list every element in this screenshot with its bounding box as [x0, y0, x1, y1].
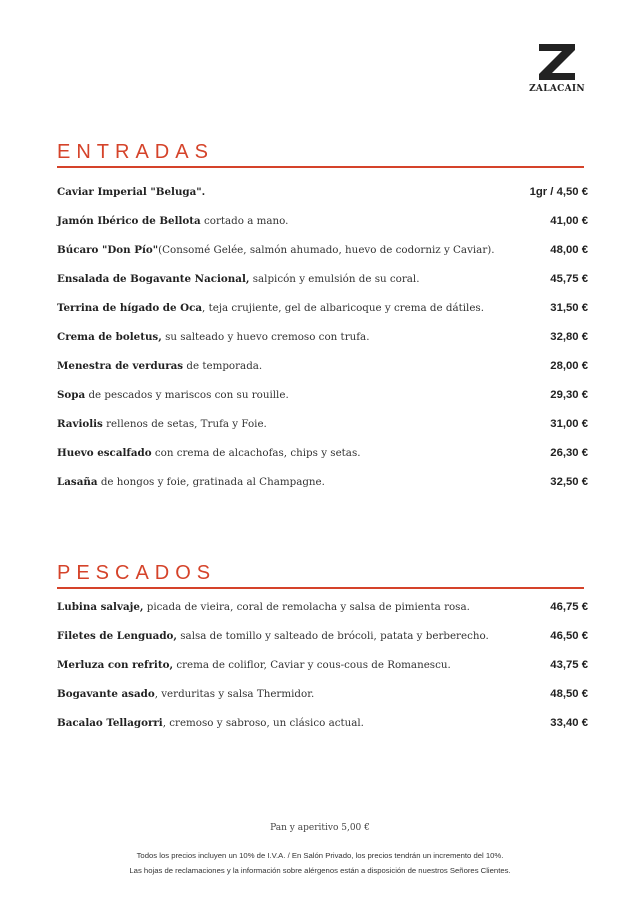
menu-item [57, 331, 588, 360]
menu-item-price: 43,75 € [550, 659, 588, 671]
menu-item [57, 659, 588, 688]
menu-item-detail: picada de vieira, coral de remolacha y salsa de pimienta rosa. [143, 601, 470, 613]
menu-item-price: 1gr / 4,50 € [529, 186, 588, 198]
menu-item [57, 717, 588, 746]
menu-item-name: Caviar Imperial "Beluga". [57, 186, 206, 198]
menu-item-name: Raviolis [57, 418, 103, 430]
menu-item-price: 32,80 € [550, 331, 588, 343]
menu-item-description [57, 273, 420, 285]
menu-item-name: Lasaña [57, 476, 98, 488]
menu-item-price: 28,00 € [550, 360, 588, 372]
menu-item-description [57, 331, 369, 343]
menu-item-price: 33,40 € [550, 717, 588, 729]
zalacain-z-icon [538, 44, 576, 80]
menu-item-name: Crema de boletus, [57, 331, 162, 343]
menu-item-description [57, 630, 489, 642]
menu-item-description [57, 476, 325, 488]
menu-item-detail: , verduritas y salsa Thermidor. [154, 688, 315, 700]
menu-item-name: Sopa [57, 389, 86, 401]
menu-item-detail: su salteado y huevo cremoso con trufa. [161, 331, 370, 343]
menu-item-name: Filetes de Lenguado, [57, 630, 177, 642]
menu-item [57, 630, 588, 659]
complaints-note: Las hojas de reclamaciones y la información sobre alérgenos están a disposición de nuestros Señores Clientes. [129, 866, 511, 875]
menu-item-detail: salpicón y emulsión de su coral. [249, 273, 420, 285]
menu-item [57, 244, 588, 273]
menu-item-name: Búcaro "Don Pío" [57, 244, 159, 256]
menu-item [57, 215, 588, 244]
menu-item-detail: , cremoso y sabroso, un clásico actual. [162, 717, 364, 729]
menu-item-description [57, 659, 451, 671]
menu-item [57, 186, 588, 215]
menu-item-detail: cortado a mano. [200, 215, 289, 227]
menu-item-name: Bacalao Tellagorri [57, 717, 163, 729]
menu-item-detail: (Consomé Gelée, salmón ahumado, huevo de codorniz y Caviar). [158, 244, 495, 256]
menu-item-detail: de temporada. [183, 360, 263, 372]
menu-item-price: 32,50 € [550, 476, 588, 488]
menu-item-detail: , teja crujiente, gel de albaricoque y crema de dátiles. [202, 302, 484, 314]
menu-item-price: 46,50 € [550, 630, 588, 642]
menu-item-description [57, 389, 289, 401]
brand-logo [524, 44, 590, 94]
menu-item-description [57, 601, 470, 613]
menu-list-pescados [57, 601, 588, 746]
menu-item [57, 302, 588, 331]
menu-item [57, 273, 588, 302]
menu-item-name: Bogavante asado [57, 688, 155, 700]
menu-item-description [57, 447, 361, 459]
menu-item-detail: rellenos de setas, Trufa y Foie. [102, 418, 267, 430]
menu-item-name: Huevo escalfado [57, 447, 152, 459]
menu-item-price: 31,50 € [550, 302, 588, 314]
menu-item-description [57, 244, 495, 256]
menu-item-price: 41,00 € [550, 215, 588, 227]
menu-item-price: 26,30 € [550, 447, 588, 459]
menu-item-price: 46,75 € [550, 601, 588, 613]
menu-item-name: Lubina salvaje, [57, 601, 144, 613]
menu-item-description [57, 360, 262, 372]
menu-item [57, 447, 588, 476]
menu-item [57, 360, 588, 389]
brand-name: ZALACAIN [529, 84, 585, 94]
menu-item-description [57, 215, 288, 227]
menu-item-name: Menestra de verduras [57, 360, 184, 372]
section-rule-entradas [57, 166, 584, 168]
tax-note: Todos los precios incluyen un 10% de I.V.A. / En Salón Privado, los precios tendrán un incremento del 10%. [136, 851, 504, 860]
section-rule-pescados [57, 587, 584, 589]
menu-item-price: 48,50 € [550, 688, 588, 700]
menu-item-description [57, 418, 267, 430]
menu-item-description [57, 717, 364, 729]
menu-item [57, 476, 588, 505]
menu-item [57, 601, 588, 630]
bread-note: Pan y aperitivo 5,00 € [270, 823, 370, 833]
menu-item-detail: de hongos y foie, gratinada al Champagne. [97, 476, 325, 488]
menu-item-name: Jamón Ibérico de Bellota [57, 215, 201, 227]
menu-item-detail: de pescados y mariscos con su rouille. [85, 389, 289, 401]
menu-item-name: Terrina de hígado de Oca [57, 302, 203, 314]
menu-item-price: 45,75 € [550, 273, 588, 285]
menu-item-name: Merluza con refrito, [57, 659, 174, 671]
menu-item-name: Ensalada de Bogavante Nacional, [57, 273, 250, 285]
menu-item-detail: con crema de alcachofas, chips y setas. [151, 447, 361, 459]
menu-item-description [57, 302, 484, 314]
menu-item-price: 29,30 € [550, 389, 588, 401]
menu-item-description [57, 688, 314, 700]
section-title-entradas: ENTRADAS [57, 141, 214, 163]
menu-item-detail: crema de coliflor, Caviar y cous-cous de Romanescu. [173, 659, 451, 671]
menu-item [57, 418, 588, 447]
menu-item [57, 389, 588, 418]
menu-item-detail: salsa de tomillo y salteado de brócoli, patata y berberecho. [177, 630, 489, 642]
section-title-pescados: PESCADOS [57, 562, 217, 584]
menu-item-price: 48,00 € [550, 244, 588, 256]
menu-item [57, 688, 588, 717]
menu-list-entradas [57, 186, 588, 505]
menu-item-description [57, 186, 205, 198]
menu-item-price: 31,00 € [550, 418, 588, 430]
